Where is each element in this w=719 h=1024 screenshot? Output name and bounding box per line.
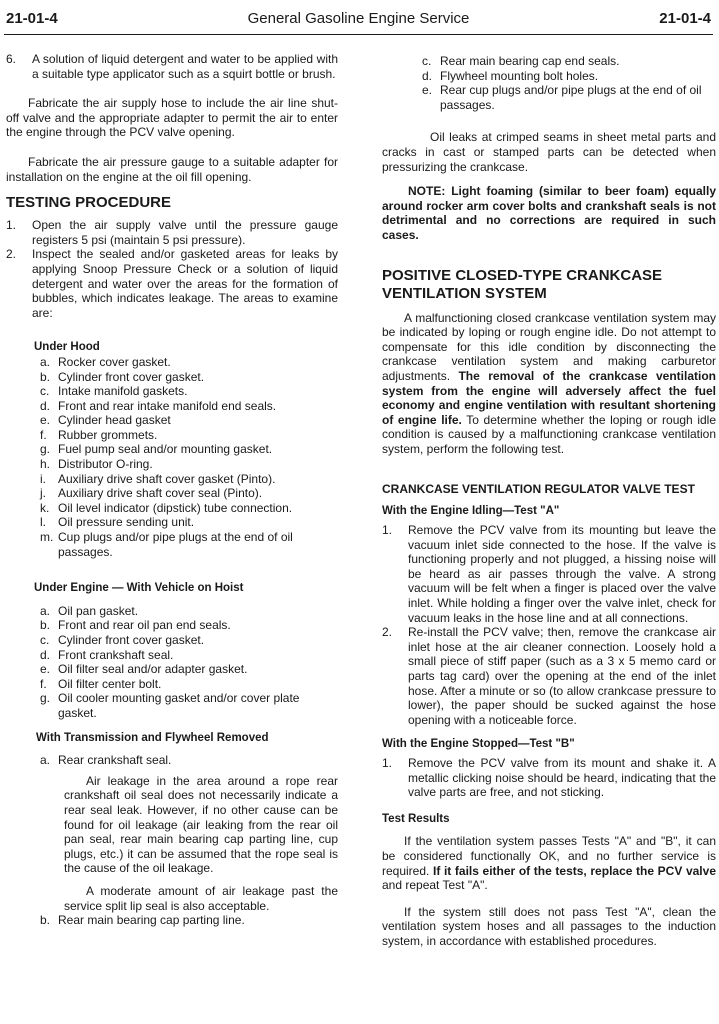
list-item: f. Rubber grommets.	[40, 427, 158, 442]
page-number-left: 21-01-4	[6, 10, 58, 27]
list-item: c. Cylinder front cover gasket.	[40, 633, 205, 647]
list-item: a. Oil pan gasket.	[40, 603, 139, 618]
list-item: e. Oil filter seal and/or adapter gasket.	[40, 662, 248, 677]
list-item: c. Intake manifold gaskets.	[40, 384, 188, 399]
paragraph-crimped-seams: Oil leaks at crimped seams in sheet metal parts and cracks in cast or stamped parts can be detected when pressurizing the crankcase.	[382, 130, 716, 174]
list-item: a. Rocker cover gasket.	[40, 354, 171, 369]
list-item: a. Rear crankshaft seal.	[40, 753, 172, 768]
stopped-step-1: 1. Remove the PCV valve from its mount and shake it. A metallic clicking noise should be heard, indicating that the valve parts are free, and not sticking.	[382, 755, 716, 800]
regulator-valve-heading: CRANKCASE VENTILATION REGULATOR VALVE TEST	[382, 482, 695, 497]
list-item: m. Cup plugs and/or pipe plugs at the end of oil passages.	[40, 530, 293, 559]
paragraph-test-results: If the ventilation system passes Tests "A" and "B", it can be considered functionally OK, and no further service is required. If it fails either of the tests, replace the PCV valve and repeat Test "A".	[382, 834, 716, 893]
list-item: l. Oil pressure sending unit.	[40, 515, 195, 530]
list-item: e. Cylinder head gasket	[40, 413, 171, 428]
paragraph-pcv-malfunction: A malfunctioning closed crankcase ventilation system may be indicated by loping or rough engine idle. Do not attempt to compensate for this idle condition by disconnecting the crankcase ventilation system and making carburetor adjustments. The removal of the crankcase ventilation system from the engine will adversely affect the fuel economy and engine ventilation with resultant shortening of engine life. To determine whether the loping or rough idle condition is caused by a malfunctioning crankcase ventilation system, perform the following test.	[382, 310, 717, 456]
test-results-label: Test Results	[382, 812, 450, 825]
under-engine-label: Under Engine — With Vehicle on Hoist	[34, 582, 244, 595]
engine-stopped-label: With the Engine Stopped—Test "B"	[382, 738, 575, 751]
list-item: k. Oil level indicator (dipstick) tube connection.	[40, 500, 293, 515]
list-item: j. Auxiliary drive shaft cover seal (Pinto).	[40, 486, 263, 501]
left-column	[6, 52, 338, 928]
list-item: g. Oil cooler mounting gasket and/or cover plate gasket.	[40, 691, 300, 720]
paragraph-split-lip-seal: A moderate amount of air leakage past the service split lip seal is also acceptable.	[64, 883, 338, 913]
page-title: General Gasoline Engine Service	[247, 10, 470, 27]
paragraph-air-hose: Fabricate the air supply hose to include the air line shut-off valve and the appropriate adapter to permit the air to enter the engine through the PCV valve opening.	[6, 96, 338, 140]
page-header	[4, 6, 713, 35]
under-engine-list	[6, 604, 338, 721]
engine-idling-label: With the Engine Idling—Test "A"	[382, 505, 560, 518]
step-1: 1. Open the air supply valve until the pressure gauge registers 5 psi (maintain 5 psi pressure).	[6, 218, 338, 247]
list-item: d. Front and rear intake manifold end seals.	[40, 398, 277, 413]
list-item: e. Rear cup plugs and/or pipe plugs at the end of oil passages.	[422, 83, 702, 112]
transmission-label: With Transmission and Flywheel Removed	[36, 731, 269, 744]
right-column	[382, 54, 716, 949]
list-item-6: 6. A solution of liquid detergent and water to be applied with a suitable type applicator such as a squirt bottle or brush.	[6, 52, 338, 81]
list-item: b. Cylinder front cover gasket.	[40, 369, 205, 384]
list-item: b. Rear main bearing cap parting line.	[40, 913, 245, 928]
list-item: d. Front crankshaft seal.	[40, 647, 174, 662]
paragraph-gauge: Fabricate the air pressure gauge to a suitable adapter for installation on the engine at the oil fill opening.	[6, 154, 338, 184]
list-item: f. Oil filter center bolt.	[40, 676, 162, 691]
list-item: d. Flywheel mounting bolt holes.	[422, 68, 599, 83]
paragraph-rope-seal: Air leakage in the area around a rope rear crankshaft oil seal does not necessarily indicate a rear seal leak. However, if no other cause can be found for oil leakage (air leaking from the rear oil pan seal, rear main bearing cap parting line, cup plugs, etc.) it can be assumed that the rope seal is the cause of the oil leakage.	[64, 773, 338, 876]
idling-step-1: 1. Remove the PCV valve from its mounting but leave the vacuum inlet side connected to the hose. If the valve is functioning properly and not plugged, a hissing noise will be heard as air passes through the valve. A strong vacuum will be felt when a finger is placed over the valve inlet. While holding a finger over the valve inlet, check for vacuum leaks in the hose line and at all connections.	[382, 523, 716, 625]
list-item: i. Auxiliary drive shaft cover gasket (Pinto).	[40, 471, 276, 486]
continued-list	[382, 54, 716, 112]
under-hood-label: Under Hood	[34, 341, 100, 354]
pcv-heading: POSITIVE CLOSED-TYPE CRANKCASE VENTILATION SYSTEM	[382, 266, 663, 302]
testing-procedure-heading: TESTING PROCEDURE	[6, 194, 172, 212]
list-item: h. Distributor O-ring.	[40, 457, 153, 472]
list-item: b. Front and rear oil pan end seals.	[40, 618, 231, 633]
list-item: g. Fuel pump seal and/or mounting gasket.	[40, 442, 273, 457]
note-light-foaming: NOTE: Light foaming (similar to beer foam) equally around rocker arm cover bolts and crankshaft seals is not detrimental and no corrections are required in such cases.	[382, 184, 716, 242]
list-item: c. Rear main bearing cap end seals.	[422, 54, 620, 68]
paragraph-final: If the system still does not pass Test "A", clean the ventilation system hoses and all passages to the induction system, in accordance with established procedures.	[382, 904, 716, 948]
under-hood-list	[6, 355, 338, 559]
idling-step-2: 2. Re-install the PCV valve; then, remove the crankcase air inlet hose at the air cleaner connection. Loosely hold a small piece of stiff paper (such as a 3 x 5 memo card or parts tag card) over the opening at the end of the inlet hose. After a minute or so (to allow crankcase pressure to lower), the paper should be sucked against the hose opening with a noticeable force.	[382, 625, 716, 727]
page-number-right: 21-01-4	[659, 10, 711, 27]
step-2: 2. Inspect the sealed and/or gasketed areas for leaks by applying Snoop Pressure Check or a solution of liquid detergent and water over the areas for the formation of bubbles, which indicates leakage. The areas to examine are:	[6, 247, 338, 320]
